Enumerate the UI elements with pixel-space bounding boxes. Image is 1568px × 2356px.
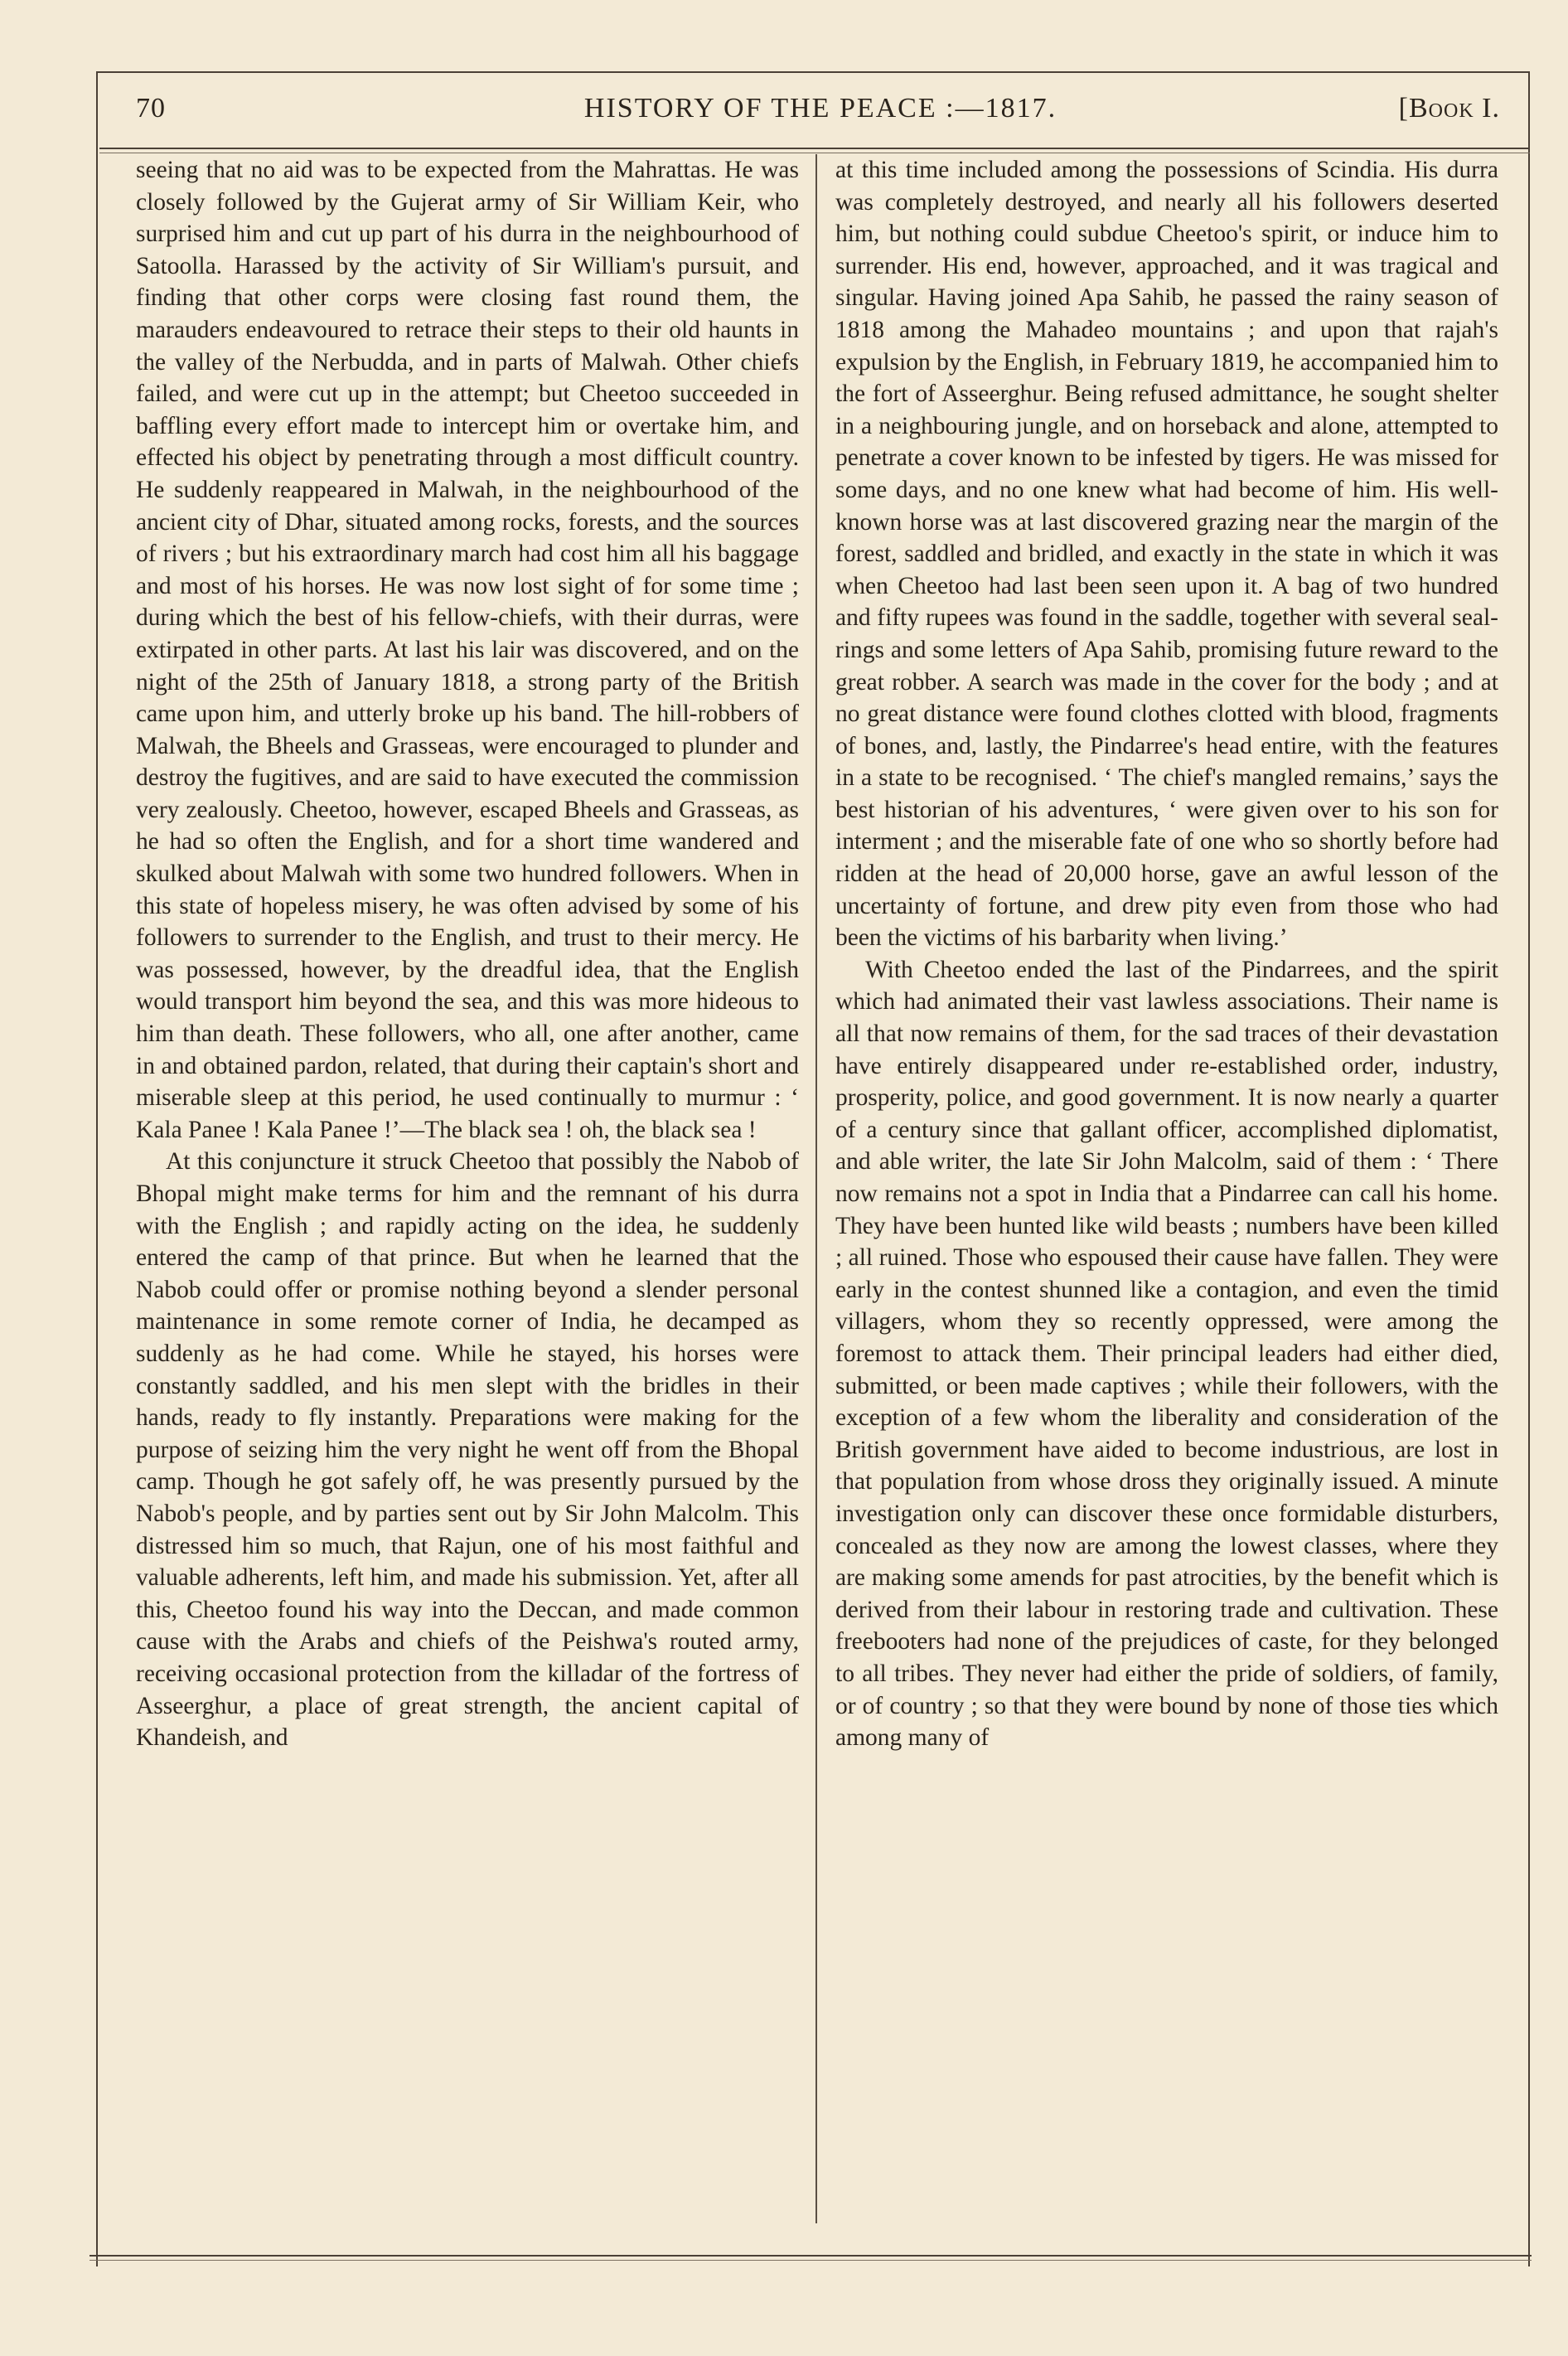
column-divider bbox=[815, 154, 817, 2223]
page-header bbox=[133, 90, 1508, 139]
page-number: 70 bbox=[136, 93, 166, 124]
right-paragraph-1: at this time included among the possessions of Scindia. His durra was completely destroyed, and nearly all his followers deserted him, but nothing could subdue Cheetoo's spirit, or induce him to surrender. His end, however, approached, and it was tragical and singular. Having joined Apa Sahib, he passed the rainy season of 1818 among the Mahadeo mountains ; and upon that rajah's expulsion by the English, in February 1819, he accompanied him to the fort of Asseerghur. Being refused admittance, he sought shelter in a neighbouring jungle, and on horseback and alone, attempted to penetrate a cover known to be infested by tigers. He was missed for some days, and no one knew what had become of him. His well-known horse was at last discovered grazing near the margin of the forest, saddled and bridled, and exactly in the state in which it was when Cheetoo had last been seen upon it. A bag of two hundred and fifty rupees was found in the saddle, together with several seal-rings and some letters of Apa Sahib, promising future reward to the great robber. A search was made in the cover for the body ; and at no great distance were found clothes clotted with blood, fragments of bones, and, lastly, the Pindarree's head entire, with the features in a state to be recognised. ‘ The chief's mangled remains,’ says the best historian of his adventures, ‘ were given over to his son for interment ; and the miserable fate of one who so shortly before had ridden at the head of 20,000 horse, gave an awful lesson of the uncertainty of fortune, and drew pity even from those who had been the victims of his barbarity when living.’ bbox=[835, 157, 1498, 952]
right-column bbox=[835, 154, 1498, 1754]
right-paragraph-2: With Cheetoo ended the last of the Pindarrees, and the spirit which had animated their vast lawless associations. Their name is all that now remains of them, for the sad traces of their devastation have entirely disappeared under re-established order, industry, prosperity, police, and good government. It is now nearly a quarter of a century since that gallant officer, accomplished diplomatist, and able writer, the late Sir John Malcolm, said of them : ‘ There now remains not a spot in India that a Pindarree can call his home. They have been hunted like wild beasts ; numbers have been killed ; all ruined. Those who espoused their cause have fallen. They were early in the contest shunned like a contagion, and even the timid villagers, whom they so recently oppressed, were among the foremost to attack them. Their principal leaders had either died, submitted, or been made captives ; while their followers, with the exception of a few whom the liberality and consideration of the British government have aided to become industrious, are lost in that population from whose dross they originally issued. A minute investigation only can discover these once formidable disturbers, concealed as they now are among the lowest classes, where they are making some amends for past atrocities, by the benefit which is derived from their labour in restoring trade and cultivation. These freebooters had none of the prejudices of caste, for they belonged to all tribes. They never had either the pride of soldiers, of family, or of country ; so that they were bound by none of those ties which among many of bbox=[835, 956, 1498, 1752]
left-column bbox=[136, 154, 799, 1754]
running-title: HISTORY OF THE PEACE :—1817. bbox=[583, 93, 1057, 124]
left-paragraph-1: seeing that no aid was to be expected from the Mahrattas. He was closely followed by the Gujerat army of Sir William Keir, who surprised him and cut up part of his durra in the neighbourhood of Satoolla. Harassed by the activity of Sir William's pursuit, and finding that other corps were closing fast round them, the marauders endeavoured to retrace their steps to their old haunts in the valley of the Nerbudda, and in parts of Malwah. Other chiefs failed, and were cut up in the attempt; but Cheetoo succeeded in baffling every effort made to intercept him or overtake him, and effected his object by penetrating through a most difficult country. He suddenly reappeared in Malwah, in the neighbourhood of the ancient city of Dhar, situated among rocks, forests, and the sources of rivers ; but his extraordinary march had cost him all his baggage and most of his horses. He was now lost sight of for some time ; during which the best of his fellow-chiefs, with their durras, were extirpated in other parts. At last his lair was discovered, and on the night of the 25th of January 1818, a strong party of the British came upon him, and utterly broke up his band. The hill-robbers of Malwah, the Bheels and Grasseas, were encouraged to plunder and destroy the fugitives, and are said to have executed the commission very zealously. Cheetoo, however, escaped Bheels and Grasseas, as he had so often the English, and for a short time wandered and skulked about Malwah with some two hundred followers. When in this state of hopeless misery, he was often advised by some of his followers to surrender to the English, and trust to their mercy. He was possessed, however, by the dreadful idea, that the English would transport him beyond the sea, and this was more hideous to him than death. These followers, who all, one after another, came in and obtained pardon, related, that during their captain's short and miserable sleep at this period, he used continually to murmur : ‘ Kala Panee ! Kala Panee !’—The black sea ! oh, the black sea ! bbox=[136, 157, 799, 1143]
bottom-rule-secondary bbox=[90, 2260, 1532, 2261]
header-rule bbox=[99, 148, 1530, 149]
bottom-rule bbox=[90, 2255, 1532, 2257]
book-label: [Book I. bbox=[1398, 93, 1500, 124]
left-paragraph-2: At this conjuncture it struck Cheetoo that possibly the Nabob of Bhopal might make terms for him and the remnant of his durra with the English ; and rapidly acting on the idea, he suddenly entered the camp of that prince. But when he learned that the Nabob could offer or promise nothing beyond a slender personal maintenance in some remote corner of India, he decamped as suddenly as he had come. While he stayed, his horses were constantly saddled, and his men slept with the bridles in their hands, ready to fly instantly. Preparations were making for the purpose of seizing him the very night he went off from the Bhopal camp. Though he got safely off, he was presently pursued by the Nabob's people, and by parties sent out by Sir John Malcolm. This distressed him so much, that Rajun, one of his most faithful and valuable adherents, left him, and made his submission. Yet, after all this, Cheetoo found his way into the Deccan, and made common cause with the Arabs and chiefs of the Peishwa's routed army, receiving occasional protection from the killadar of the fortress of Asseerghur, a place of great strength, the ancient capital of Khandeish, and bbox=[136, 1148, 799, 1752]
